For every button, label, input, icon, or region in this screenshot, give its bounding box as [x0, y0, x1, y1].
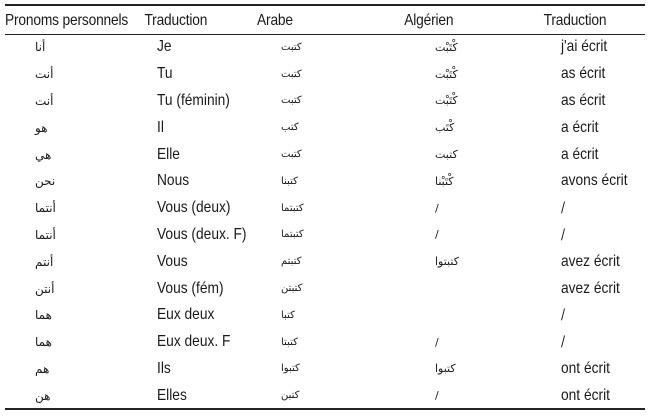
arabe-text: كتبتما: [281, 229, 304, 241]
pronom-text-cell: [5, 382, 141, 409]
traduction-text: Nous: [157, 172, 190, 190]
algerien-text: كْتَبْنا: [435, 174, 454, 188]
algerien-text-cell: [375, 356, 535, 383]
traduction-text: Vous (fém): [157, 279, 224, 297]
algerien-text-cell: [375, 61, 535, 88]
header-traduction: Traduction: [144, 11, 208, 29]
traduction-text-cell: [141, 141, 245, 168]
algerien-text-cell: [375, 141, 535, 168]
traduction-text: Elles: [157, 386, 187, 404]
table-row: [5, 302, 645, 329]
algerien-text: كْتَب: [435, 121, 455, 135]
arabe-text: كتبا: [281, 309, 295, 321]
arabe-text-cell: [245, 195, 375, 222]
traduction-text-cell: [141, 114, 245, 141]
header-arabe: Arabe: [257, 11, 293, 29]
algerien-text: كتبوا: [435, 362, 456, 376]
table-row: [5, 114, 645, 141]
table-row: [5, 141, 645, 168]
fr-text: a écrit: [561, 145, 599, 163]
arabe-text-cell: [245, 114, 375, 141]
table-row: [5, 248, 645, 275]
fr-text-cell: [535, 382, 645, 409]
fr-text-cell: [535, 114, 645, 141]
arabe-text: كتبن: [281, 390, 300, 402]
arabe-text-cell: [245, 222, 375, 249]
algerien-text-cell: [375, 195, 535, 222]
traduction-text: Ils: [157, 359, 171, 377]
table-header-row: [5, 7, 645, 34]
table-row: [5, 329, 645, 356]
pronom-text-cell: [5, 141, 141, 168]
pronom-text-cell: [5, 222, 141, 249]
table-row: [5, 168, 645, 195]
pronom-text-cell: [5, 114, 141, 141]
pronom-text: أنتن: [35, 281, 55, 296]
fr-text-cell: [535, 329, 645, 356]
fr-text: as écrit: [561, 65, 606, 83]
arabe-text-cell: [245, 168, 375, 195]
fr-text: /: [561, 307, 566, 324]
algerien-text: كْتَبْت: [435, 40, 458, 54]
pronom-text: هم: [35, 361, 50, 376]
arabe-text: كتبتم: [281, 256, 302, 268]
algerien-text-cell: [375, 248, 535, 275]
algerien-text-cell: [375, 222, 535, 249]
fr-text: as écrit: [561, 91, 606, 109]
traduction-text-cell: [141, 61, 245, 88]
table-row: [5, 61, 645, 88]
fr-text: j'ai écrit: [561, 38, 608, 56]
algerien-text: /: [435, 335, 439, 349]
traduction-text-cell: [141, 34, 245, 61]
table-row: [5, 356, 645, 383]
header-traduction-fr: Traduction: [543, 11, 607, 29]
fr-text: avons écrit: [561, 172, 628, 190]
traduction-text-cell: [141, 168, 245, 195]
arabe-text-cell: [245, 34, 375, 61]
pronom-text-cell: [5, 302, 141, 329]
arabe-text-cell: [245, 329, 375, 356]
pronom-text-cell: [5, 329, 141, 356]
table-row: [5, 382, 645, 409]
fr-text: avez écrit: [561, 279, 620, 297]
fr-text-cell: [535, 141, 645, 168]
arabe-text: كتبتا: [281, 336, 298, 348]
fr-text: avez écrit: [561, 252, 620, 270]
pronom-text-cell: [5, 34, 141, 61]
fr-text-cell: [535, 34, 645, 61]
traduction-text-cell: [141, 329, 245, 356]
algerien-text: كْتَبْت: [435, 67, 458, 81]
algerien-text-cell: [375, 275, 535, 302]
table-row: [5, 222, 645, 249]
traduction-text-cell: [141, 222, 245, 249]
fr-text-cell: [535, 88, 645, 115]
pronom-text: هما: [35, 335, 52, 350]
table-body: [5, 34, 645, 409]
fr-text-cell: [535, 275, 645, 302]
arabe-text: كتبت: [281, 41, 302, 53]
conjugation-table: [5, 7, 645, 409]
fr-text: a écrit: [561, 118, 599, 136]
algerien-text: /: [435, 201, 439, 215]
table-row: [5, 275, 645, 302]
pronom-text: أنا: [35, 40, 46, 55]
arabe-text-cell: [245, 382, 375, 409]
table-row: [5, 88, 645, 115]
traduction-text-cell: [141, 302, 245, 329]
traduction-text: Tu (féminin): [157, 91, 230, 109]
traduction-text: Eux deux: [157, 306, 215, 324]
algerien-text: كتبت: [435, 148, 458, 162]
header-algerien: Algérien: [404, 11, 454, 29]
traduction-text-cell: [141, 356, 245, 383]
pronom-text-cell: [5, 61, 141, 88]
algerien-text-cell: [375, 302, 535, 329]
pronom-text: هما: [35, 308, 52, 323]
fr-text-cell: [535, 248, 645, 275]
traduction-text: Tu: [157, 65, 173, 83]
algerien-text-cell: [375, 114, 535, 141]
fr-text-cell: [535, 302, 645, 329]
traduction-text: Eux deux. F: [157, 333, 231, 351]
arabe-text-cell: [245, 61, 375, 88]
arabe-text-cell: [245, 248, 375, 275]
algerien-text-cell: [375, 34, 535, 61]
arabe-text: كتبتن: [281, 283, 303, 295]
pronom-text: أنت: [35, 93, 54, 108]
arabe-text-cell: [245, 88, 375, 115]
pronom-text: أنتم: [35, 254, 54, 269]
pronom-text-cell: [5, 88, 141, 115]
algerien-text-cell: [375, 168, 535, 195]
pronom-text: أنتما: [35, 201, 56, 216]
traduction-text-cell: [141, 195, 245, 222]
traduction-text-cell: [141, 275, 245, 302]
fr-text: /: [561, 200, 566, 217]
header-pronoms: Pronoms personnels: [5, 11, 129, 29]
arabe-text: كتبنا: [281, 175, 298, 187]
traduction-text: Je: [157, 38, 172, 56]
pronom-text-cell: [5, 168, 141, 195]
algerien-text-cell: [375, 382, 535, 409]
traduction-text: Vous: [157, 252, 188, 270]
arabe-text: كتبت: [281, 95, 302, 107]
algerien-text: /: [435, 228, 439, 242]
arabe-text-cell: [245, 275, 375, 302]
pronom-text-cell: [5, 356, 141, 383]
algerien-text: /: [435, 389, 439, 403]
pronom-text: هي: [35, 147, 52, 162]
fr-text-cell: [535, 356, 645, 383]
arabe-text: كتبت: [281, 149, 302, 161]
arabe-text-cell: [245, 356, 375, 383]
traduction-text-cell: [141, 248, 245, 275]
pronom-text: أنتما: [35, 227, 56, 242]
table-row: [5, 195, 645, 222]
traduction-text: Vous (deux): [157, 199, 231, 217]
arabe-text: كتبت: [281, 68, 302, 80]
table-top-rule: [5, 4, 645, 6]
pronom-text: هن: [35, 388, 51, 403]
traduction-text-cell: [141, 88, 245, 115]
pronom-text: أنت: [35, 67, 54, 82]
arabe-text: كتب: [281, 122, 299, 134]
arabe-text: كتبتما: [281, 202, 304, 214]
traduction-text: Elle: [157, 145, 180, 163]
fr-text-cell: [535, 195, 645, 222]
fr-text-cell: [535, 222, 645, 249]
fr-text: ont écrit: [561, 386, 610, 404]
arabe-text-cell: [245, 141, 375, 168]
algerien-text: كْتَبْت: [435, 94, 458, 108]
fr-text: ont écrit: [561, 359, 610, 377]
fr-text: /: [561, 226, 566, 243]
pronom-text-cell: [5, 275, 141, 302]
pronom-text-cell: [5, 248, 141, 275]
table-row: [5, 34, 645, 61]
arabe-text-cell: [245, 302, 375, 329]
fr-text: /: [561, 334, 566, 351]
algerien-text-cell: [375, 88, 535, 115]
fr-text-cell: [535, 61, 645, 88]
arabe-text: كتبوا: [281, 363, 300, 375]
pronom-text-cell: [5, 195, 141, 222]
traduction-text: Il: [157, 118, 164, 136]
fr-text-cell: [535, 168, 645, 195]
algerien-text: كتبتوا: [435, 255, 459, 269]
algerien-text-cell: [375, 329, 535, 356]
pronom-text: هو: [35, 120, 48, 135]
traduction-text: Vous (deux. F): [157, 225, 247, 243]
traduction-text-cell: [141, 382, 245, 409]
pronom-text: نحن: [35, 174, 56, 189]
